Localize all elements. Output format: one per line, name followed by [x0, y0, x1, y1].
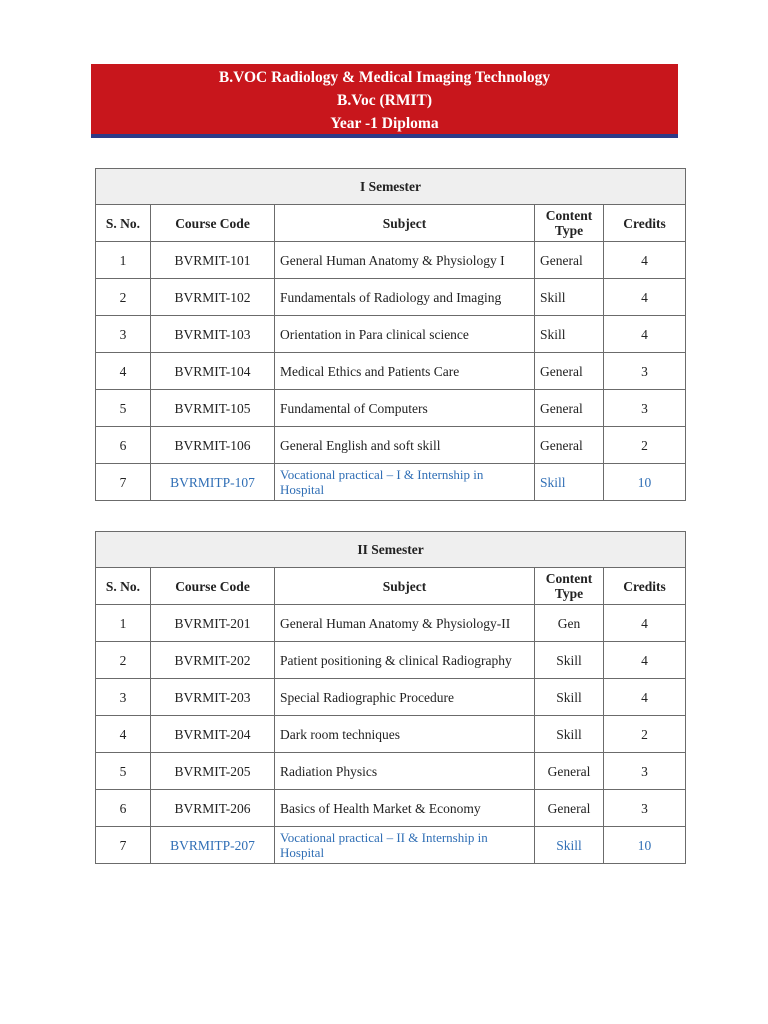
subject-cell: General Human Anatomy & Physiology-II [275, 605, 535, 642]
course-code-cell: BVRMIT-104 [151, 353, 275, 390]
sno-cell: 4 [96, 353, 151, 390]
table-row-vocational [96, 827, 686, 864]
content-type-cell: General [535, 753, 604, 790]
col-subject-header: Subject [275, 205, 535, 242]
content-type-cell: General [535, 353, 604, 390]
course-code-cell: BVRMITP-207 [151, 827, 275, 864]
col-code-header: Course Code [151, 568, 275, 605]
sno-cell: 6 [96, 790, 151, 827]
subject-cell: Patient positioning & clinical Radiography [275, 642, 535, 679]
sno-cell: 3 [96, 679, 151, 716]
content-type-cell: General [535, 242, 604, 279]
table-row [96, 605, 686, 642]
course-code-cell: BVRMIT-106 [151, 427, 275, 464]
table-row [96, 390, 686, 427]
course-code-cell: BVRMIT-202 [151, 642, 275, 679]
credits-cell: 4 [604, 242, 686, 279]
table-row [96, 279, 686, 316]
subject-cell: Vocational practical – I & Internship in Hospital [275, 464, 535, 501]
credits-cell: 4 [604, 316, 686, 353]
title-banner [91, 64, 678, 138]
table-row [96, 716, 686, 753]
course-code-cell: BVRMITP-107 [151, 464, 275, 501]
table-row [96, 790, 686, 827]
semester-2-title: II Semester [96, 532, 686, 568]
content-type-cell: Skill [535, 464, 604, 501]
col-credits-header: Credits [604, 568, 686, 605]
table-row [96, 427, 686, 464]
col-credits-header: Credits [604, 205, 686, 242]
subject-cell: Radiation Physics [275, 753, 535, 790]
subject-cell: Basics of Health Market & Economy [275, 790, 535, 827]
table-header-row [96, 205, 686, 242]
subject-cell: General Human Anatomy & Physiology I [275, 242, 535, 279]
course-code-cell: BVRMIT-103 [151, 316, 275, 353]
col-sno-header: S. No. [96, 205, 151, 242]
sno-cell: 2 [96, 279, 151, 316]
content-type-cell: Gen [535, 605, 604, 642]
credits-cell: 2 [604, 427, 686, 464]
subject-cell: Medical Ethics and Patients Care [275, 353, 535, 390]
table-row [96, 679, 686, 716]
course-code-cell: BVRMIT-102 [151, 279, 275, 316]
semester-1-table [95, 168, 686, 501]
program-abbreviation: B.Voc (RMIT) [336, 92, 432, 109]
table-row [96, 753, 686, 790]
course-code-cell: BVRMIT-203 [151, 679, 275, 716]
program-title: B.VOC Radiology & Medical Imaging Technology [218, 69, 551, 86]
credits-cell: 4 [604, 605, 686, 642]
sno-cell: 4 [96, 716, 151, 753]
semester-2-table [95, 531, 686, 864]
subject-cell: Dark room techniques [275, 716, 535, 753]
sno-cell: 5 [96, 390, 151, 427]
content-type-cell: Skill [535, 316, 604, 353]
credits-cell: 10 [604, 464, 686, 501]
content-type-cell: Skill [535, 279, 604, 316]
subject-cell: Orientation in Para clinical science [275, 316, 535, 353]
col-subject-header: Subject [275, 568, 535, 605]
sno-cell: 1 [96, 605, 151, 642]
col-type-header: Content Type [535, 568, 604, 605]
sno-cell: 7 [96, 827, 151, 864]
credits-cell: 10 [604, 827, 686, 864]
sno-cell: 1 [96, 242, 151, 279]
course-code-cell: BVRMIT-105 [151, 390, 275, 427]
credits-cell: 3 [604, 390, 686, 427]
table-row-vocational [96, 464, 686, 501]
subject-cell: Fundamentals of Radiology and Imaging [275, 279, 535, 316]
year-title: Year -1 Diploma [330, 115, 439, 132]
content-type-cell: General [535, 790, 604, 827]
credits-cell: 3 [604, 353, 686, 390]
credits-cell: 3 [604, 753, 686, 790]
content-type-cell: Skill [535, 679, 604, 716]
credits-cell: 3 [604, 790, 686, 827]
col-sno-header: S. No. [96, 568, 151, 605]
credits-cell: 4 [604, 642, 686, 679]
semester-1-title: I Semester [96, 169, 686, 205]
table-row [96, 642, 686, 679]
content-type-cell: General [535, 390, 604, 427]
subject-cell: Special Radiographic Procedure [275, 679, 535, 716]
table-row [96, 353, 686, 390]
credits-cell: 4 [604, 279, 686, 316]
subject-cell: General English and soft skill [275, 427, 535, 464]
col-type-header: Content Type [535, 205, 604, 242]
course-code-cell: BVRMIT-101 [151, 242, 275, 279]
sno-cell: 2 [96, 642, 151, 679]
table-row [96, 242, 686, 279]
course-code-cell: BVRMIT-205 [151, 753, 275, 790]
sno-cell: 3 [96, 316, 151, 353]
subject-cell: Vocational practical – II & Internship in Hospital [275, 827, 535, 864]
credits-cell: 2 [604, 716, 686, 753]
table-row [96, 316, 686, 353]
content-type-cell: Skill [535, 827, 604, 864]
course-code-cell: BVRMIT-201 [151, 605, 275, 642]
content-type-cell: General [535, 427, 604, 464]
sno-cell: 5 [96, 753, 151, 790]
col-code-header: Course Code [151, 205, 275, 242]
content-type-cell: Skill [535, 716, 604, 753]
course-code-cell: BVRMIT-204 [151, 716, 275, 753]
sno-cell: 6 [96, 427, 151, 464]
credits-cell: 4 [604, 679, 686, 716]
content-type-cell: Skill [535, 642, 604, 679]
course-code-cell: BVRMIT-206 [151, 790, 275, 827]
sno-cell: 7 [96, 464, 151, 501]
subject-cell: Fundamental of Computers [275, 390, 535, 427]
table-header-row [96, 568, 686, 605]
